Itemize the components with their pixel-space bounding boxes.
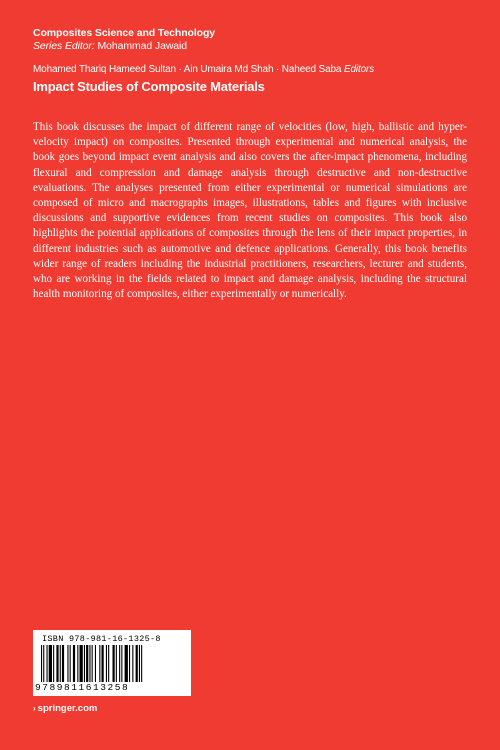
barcode-bar	[77, 645, 78, 682]
barcode-bar	[89, 645, 90, 682]
barcode-bar	[108, 645, 109, 682]
barcode-bar	[139, 645, 140, 682]
barcode-digits: 9789811613258	[35, 682, 130, 693]
barcode-bar	[102, 645, 104, 682]
series-editor-label: Series Editor:	[33, 40, 95, 52]
series-editor-name: Mohammad Jawaid	[97, 40, 188, 52]
barcode-bar	[43, 645, 44, 682]
barcode-bar	[49, 645, 52, 682]
barcode-bar	[92, 645, 93, 682]
arrow-right-icon: ›	[33, 704, 36, 713]
series-header	[33, 27, 215, 53]
barcode-bar	[80, 645, 83, 682]
book-editors-role: Editors	[343, 64, 375, 75]
barcode-bar	[53, 645, 54, 682]
barcode-bar	[113, 645, 115, 682]
barcode-bar	[62, 645, 64, 682]
barcode-bar	[136, 645, 138, 682]
barcode-bar	[125, 645, 128, 682]
barcode-bar	[56, 645, 58, 682]
barcode-bar	[67, 645, 68, 682]
barcode-bar	[70, 645, 71, 682]
book-description: This book discusses the impact of different range of velocities (low, high, ballistic and hyper-velocity impact) on composites. Presented through experimental and numerical analysis, the book goes beyond impact event analysis and also covers the after-impact phenomena, including flexural and compression and damage analysis through destructive and non-destructive evaluations. The analyses presented from either experimental or numerical simulations are composed of micro and macrographs images, illustrations, tables and figures with inclusive discussions and supportive evidences from recent studies on composites. This book also highlights the potential applications of composites through the lens of their impact properties, in different industries such as automotive and defence applications. Generally, this book benefits wider range of readers including the industrial practitioners, researchers, lecturer and students, who are working in the fields related to impact and damage analysis, including the structural health monitoring of composites, either experimentally or numerically.	[33, 121, 467, 301]
barcode-bar	[84, 645, 85, 682]
series-editor	[33, 40, 215, 53]
barcode-bar	[86, 645, 88, 682]
publisher-url: springer.com	[37, 703, 98, 714]
barcode-bar	[121, 645, 122, 682]
series-title: Composites Science and Technology	[33, 27, 216, 39]
barcode-bar	[60, 645, 61, 682]
isbn-barcode-box	[33, 630, 191, 696]
book-editors	[33, 63, 374, 76]
barcode-bar	[119, 645, 120, 682]
isbn-text: ISBN 978-981-16-1325-8	[42, 634, 161, 644]
book-title: Impact Studies of Composite Materials	[33, 79, 265, 94]
barcode-bar	[95, 645, 96, 682]
barcode-icon	[41, 645, 184, 682]
barcode-bar	[106, 645, 107, 682]
barcode-bar	[132, 645, 133, 682]
barcode-bar	[47, 645, 48, 682]
barcode-bar	[116, 645, 117, 682]
barcode-bar	[73, 645, 75, 682]
book-editors-names: Mohamed Thariq Hameed Sultan · Ain Umaira Md Shah · Naheed Saba	[33, 64, 342, 75]
barcode-bar	[129, 645, 130, 682]
barcode-bar	[41, 645, 42, 682]
barcode-bar	[141, 645, 142, 682]
barcode-bar	[99, 645, 100, 682]
publisher-link[interactable]	[33, 703, 97, 715]
